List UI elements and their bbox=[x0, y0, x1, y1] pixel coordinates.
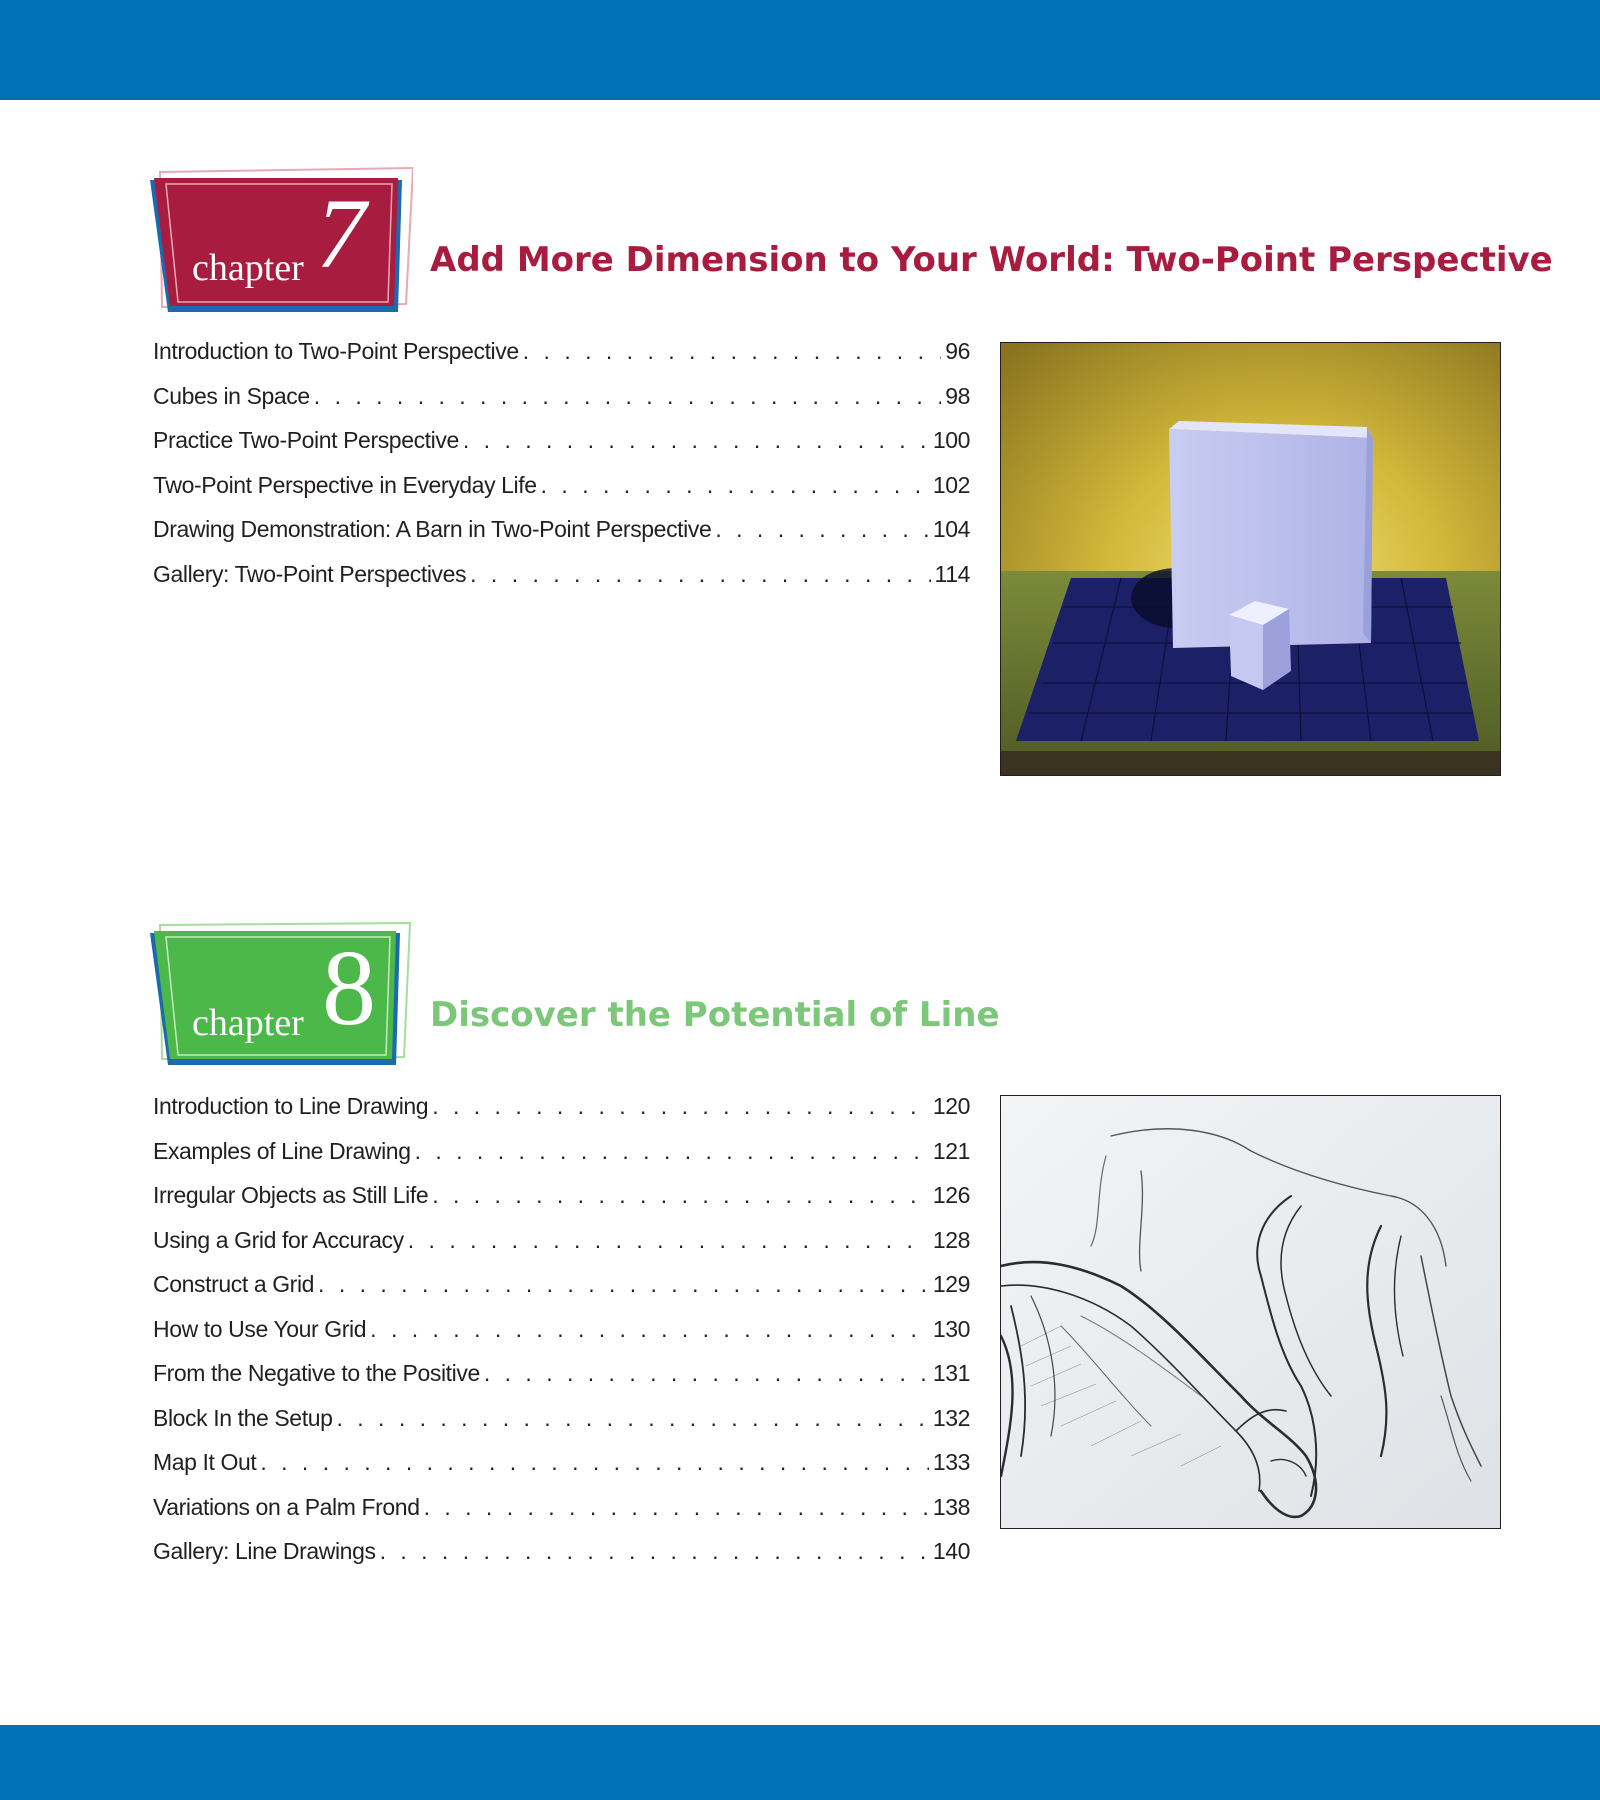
chapter-7-badge bbox=[148, 164, 413, 314]
dot-leader bbox=[463, 427, 929, 454]
toc-entry-title: Two-Point Perspective in Everyday Life bbox=[153, 471, 537, 498]
toc-entry[interactable] bbox=[153, 1360, 970, 1405]
toc-entry[interactable] bbox=[153, 1182, 970, 1227]
toc-entry[interactable] bbox=[153, 383, 970, 428]
toc-entry[interactable] bbox=[153, 561, 970, 606]
dot-leader bbox=[432, 1093, 929, 1120]
dot-leader bbox=[370, 1316, 929, 1343]
chapter-8-toc bbox=[153, 1093, 970, 1583]
toc-entry-page: 128 bbox=[932, 1226, 970, 1253]
toc-entry-page: 130 bbox=[932, 1315, 970, 1342]
toc-entry-title: Construct a Grid bbox=[153, 1271, 315, 1297]
toc-entry-title: Examples of Line Drawing bbox=[153, 1137, 411, 1164]
toc-entry[interactable] bbox=[153, 516, 970, 561]
chapter-number: 8 bbox=[322, 929, 376, 1048]
toc-entry-title: Gallery: Two-Point Perspectives bbox=[153, 560, 467, 587]
chapter-word: chapter bbox=[192, 247, 304, 289]
toc-entry-page: 114 bbox=[934, 560, 970, 587]
dot-leader bbox=[318, 1271, 929, 1298]
toc-entry-title: Cubes in Space bbox=[153, 382, 310, 409]
dot-leader bbox=[484, 1360, 929, 1387]
toc-entry-page: 96 bbox=[945, 338, 970, 364]
dot-leader bbox=[408, 1227, 929, 1254]
dot-leader bbox=[424, 1494, 929, 1521]
toc-entry[interactable] bbox=[153, 1271, 970, 1316]
toc-entry-title: Variations on a Palm Frond bbox=[153, 1493, 420, 1520]
toc-entry-page: 140 bbox=[932, 1538, 970, 1564]
toc-entry-title: How to Use Your Grid bbox=[153, 1315, 367, 1342]
toc-entry-page: 129 bbox=[932, 1271, 970, 1297]
dot-leader bbox=[260, 1449, 928, 1476]
toc-entry[interactable] bbox=[153, 472, 970, 517]
cubes-on-grid-image bbox=[1001, 343, 1500, 775]
dot-leader bbox=[336, 1405, 928, 1432]
toc-entry-page: 133 bbox=[932, 1449, 970, 1475]
toc-entry-page: 132 bbox=[932, 1404, 970, 1431]
toc-entry-page: 104 bbox=[932, 516, 970, 542]
toc-entry-page: 126 bbox=[932, 1182, 970, 1208]
dot-leader bbox=[715, 516, 928, 543]
toc-entry[interactable] bbox=[153, 1449, 970, 1494]
dot-leader bbox=[432, 1182, 929, 1209]
chapter-8-badge bbox=[148, 919, 413, 1069]
toc-entry-page: 98 bbox=[945, 382, 970, 409]
chapter-7-toc bbox=[153, 338, 970, 605]
toc-entry[interactable] bbox=[153, 1093, 970, 1138]
horse-sketch-photo bbox=[1000, 1095, 1501, 1529]
toc-entry-title: Practice Two-Point Perspective bbox=[153, 427, 459, 453]
dot-leader bbox=[470, 561, 930, 588]
dot-leader bbox=[415, 1138, 929, 1165]
toc-entry-title: Map It Out bbox=[153, 1449, 257, 1475]
toc-entry-title: From the Negative to the Positive bbox=[153, 1360, 480, 1386]
dot-leader bbox=[541, 472, 929, 499]
toc-entry-page: 131 bbox=[932, 1360, 970, 1386]
toc-entry-title: Introduction to Line Drawing bbox=[153, 1093, 429, 1119]
top-color-band bbox=[0, 0, 1600, 100]
toc-entry-page: 138 bbox=[932, 1493, 970, 1520]
toc-entry-title: Block In the Setup bbox=[153, 1404, 333, 1431]
toc-entry-title: Gallery: Line Drawings bbox=[153, 1538, 376, 1564]
toc-entry-page: 102 bbox=[932, 471, 970, 498]
toc-entry-title: Drawing Demonstration: A Barn in Two-Point Perspective bbox=[153, 516, 712, 542]
chapter-7-badge-shape bbox=[148, 164, 413, 314]
toc-entry-page: 120 bbox=[932, 1093, 970, 1119]
chapter-number: 7 bbox=[316, 178, 366, 289]
toc-entry-page: 100 bbox=[932, 427, 970, 453]
toc-entry-title: Irregular Objects as Still Life bbox=[153, 1182, 429, 1208]
dot-leader bbox=[380, 1538, 929, 1565]
chapter-7-title: Add More Dimension to Your World: Two-Point Perspective bbox=[430, 240, 1553, 280]
toc-entry-page: 121 bbox=[932, 1137, 970, 1164]
bottom-color-band bbox=[0, 1725, 1600, 1800]
toc-entry[interactable] bbox=[153, 1138, 970, 1183]
toc-entry[interactable] bbox=[153, 427, 970, 472]
cubes-photo bbox=[1000, 342, 1501, 776]
toc-entry[interactable] bbox=[153, 338, 970, 383]
toc-entry[interactable] bbox=[153, 1538, 970, 1583]
toc-entry[interactable] bbox=[153, 1316, 970, 1361]
dot-leader bbox=[523, 338, 941, 365]
dot-leader bbox=[314, 383, 941, 410]
toc-entry-title: Introduction to Two-Point Perspective bbox=[153, 338, 519, 364]
chapter-word: chapter bbox=[192, 1002, 304, 1044]
horse-line-drawing-image bbox=[1001, 1096, 1500, 1528]
toc-entry[interactable] bbox=[153, 1227, 970, 1272]
chapter-8-title: Discover the Potential of Line bbox=[430, 995, 1000, 1035]
toc-entry-title: Using a Grid for Accuracy bbox=[153, 1226, 404, 1253]
toc-entry[interactable] bbox=[153, 1405, 970, 1450]
toc-entry[interactable] bbox=[153, 1494, 970, 1539]
